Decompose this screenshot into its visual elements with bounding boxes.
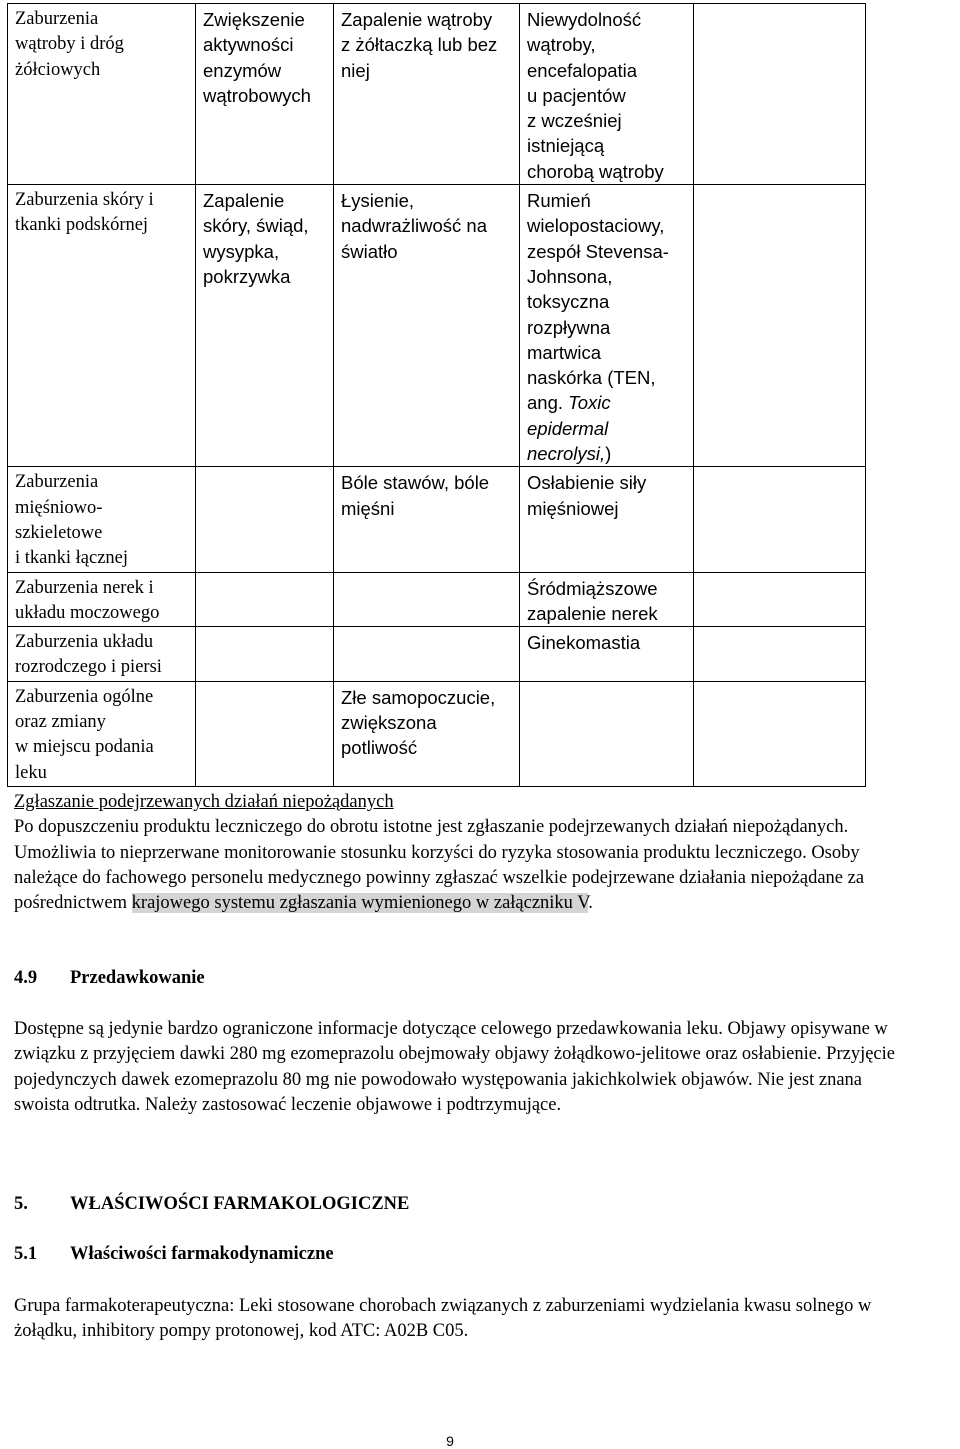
section-heading-4-9: [14, 968, 205, 989]
table-row: [8, 467, 866, 572]
frequency-cell-rare: Bóle stawów, bóle mięśni: [334, 467, 520, 572]
ten-text: Rumień wielopostaciowy, zespół Stevensa- Johnsona, toksyczna rozpływna martwica naskórka (TEN, ang.: [527, 190, 669, 414]
empty-cell: [694, 185, 866, 467]
soc-cell: Zaburzenia ogólne oraz zmiany w miejscu podania leku: [8, 681, 196, 786]
section-number: 4.9: [14, 968, 38, 988]
frequency-cell-common: [196, 572, 334, 627]
page-number: 9: [446, 1433, 454, 1449]
frequency-cell-very-rare: Śródmiąższowe zapalenie nerek: [520, 572, 694, 627]
frequency-cell-rare: Zapalenie wątroby z żółtaczką lub bez niej: [334, 4, 520, 185]
frequency-cell-very-rare: Niewydolność wątroby, encefalopatia u pacjentów z wcześniej istniejącą chorobą wątroby: [520, 4, 694, 185]
frequency-cell-rare: [334, 627, 520, 682]
table-row: [8, 185, 866, 467]
frequency-cell-common: [196, 467, 334, 572]
soc-cell: Zaburzenia skóry i tkanki podskórnej: [8, 185, 196, 467]
ten-italic-text: Toxic epidermal necrolysi,: [527, 392, 611, 465]
frequency-cell-very-rare: Ginekomastia: [520, 627, 694, 682]
empty-cell: [694, 627, 866, 682]
overdose-text: Dostępne są jedynie bardzo ograniczone informacje dotyczące celowego przedawkowania leku. Objawy opisywane w związku z przyjęciem dawki 280 mg ezomeprazolu obejmowały objawy żołądkowo-jelitowe oraz osłabienie. Przyjęcie pojedynczych dawek ezomeprazolu 80 mg nie powodowało występowania jakichkolwiek objawów. Nie jest znana swoista odtrutka. Należy zastosować leczenie objawowe i podtrzymujące.: [14, 1019, 895, 1115]
frequency-cell-common: [196, 681, 334, 786]
frequency-cell-rare: [334, 572, 520, 627]
empty-cell: [694, 467, 866, 572]
table-row: [8, 4, 866, 185]
empty-cell: [694, 681, 866, 786]
soc-cell: Zaburzenia wątroby i dróg żółciowych: [8, 4, 196, 185]
soc-cell: Zaburzenia mięśniowo- szkieletowe i tkanki łącznej: [8, 467, 196, 572]
ten-tail-text: ): [605, 443, 612, 465]
soc-cell: Zaburzenia układu rozrodczego i piersi: [8, 627, 196, 682]
section-heading-5-1: [14, 1244, 334, 1265]
adverse-reactions-table: [7, 3, 866, 787]
section-number: 5.1: [14, 1244, 38, 1264]
frequency-cell-very-rare: [520, 185, 694, 467]
empty-cell: [694, 4, 866, 185]
section-heading-5: [14, 1194, 409, 1215]
reporting-text: Po dopuszczeniu produktu leczniczego do obrotu istotne jest zgłaszanie podejrzewanych działań niepożądanych. Umożliwia to nieprzerwane monitorowanie stosunku korzyści do ryzyka stosowania produktu leczniczego. Osoby należące do fachowego personelu medycznego powinny zgłaszać wszelkie podejrzewane działania niepożądane za pośrednictwem: [14, 817, 865, 914]
frequency-cell-very-rare: [520, 681, 694, 786]
frequency-cell-rare: Złe samopoczucie, zwiększona potliwość: [334, 681, 520, 786]
section-number: 5.: [14, 1194, 28, 1214]
section-title: WŁAŚCIWOŚCI FARMAKOLOGICZNE: [70, 1194, 410, 1214]
frequency-cell-very-rare: Osłabienie siły mięśniowej: [520, 467, 694, 572]
empty-cell: [694, 572, 866, 627]
section-title: Przedawkowanie: [70, 968, 205, 988]
table-row: [8, 627, 866, 682]
reporting-title: Zgłaszanie podejrzewanych działań niepożądanych: [14, 792, 394, 812]
frequency-cell-common: Zwiększenie aktywności enzymów wątrobowych: [196, 4, 334, 185]
frequency-cell-rare: Łysienie, nadwrażliwość na światło: [334, 185, 520, 467]
table-row: [8, 681, 866, 786]
reporting-text-end: .: [588, 893, 593, 914]
table-row: [8, 572, 866, 627]
frequency-cell-common: Zapalenie skóry, świąd, wysypka, pokrzywka: [196, 185, 334, 467]
soc-cell: Zaburzenia nerek i układu moczowego: [8, 572, 196, 627]
section-title: Właściwości farmakodynamiczne: [70, 1244, 334, 1264]
reporting-section: [14, 790, 914, 916]
reporting-highlight-text: krajowego systemu zgłaszania wymienionego w załączniku V: [131, 893, 589, 914]
frequency-cell-common: [196, 627, 334, 682]
pharmacodynamic-text: Grupa farmakoterapeutyczna: Leki stosowane chorobach związanych z zaburzeniami wydzielania kwasu solnego w żołądku, inhibitory pompy protonowej, kod ATC: A02B C05.: [14, 1296, 872, 1342]
